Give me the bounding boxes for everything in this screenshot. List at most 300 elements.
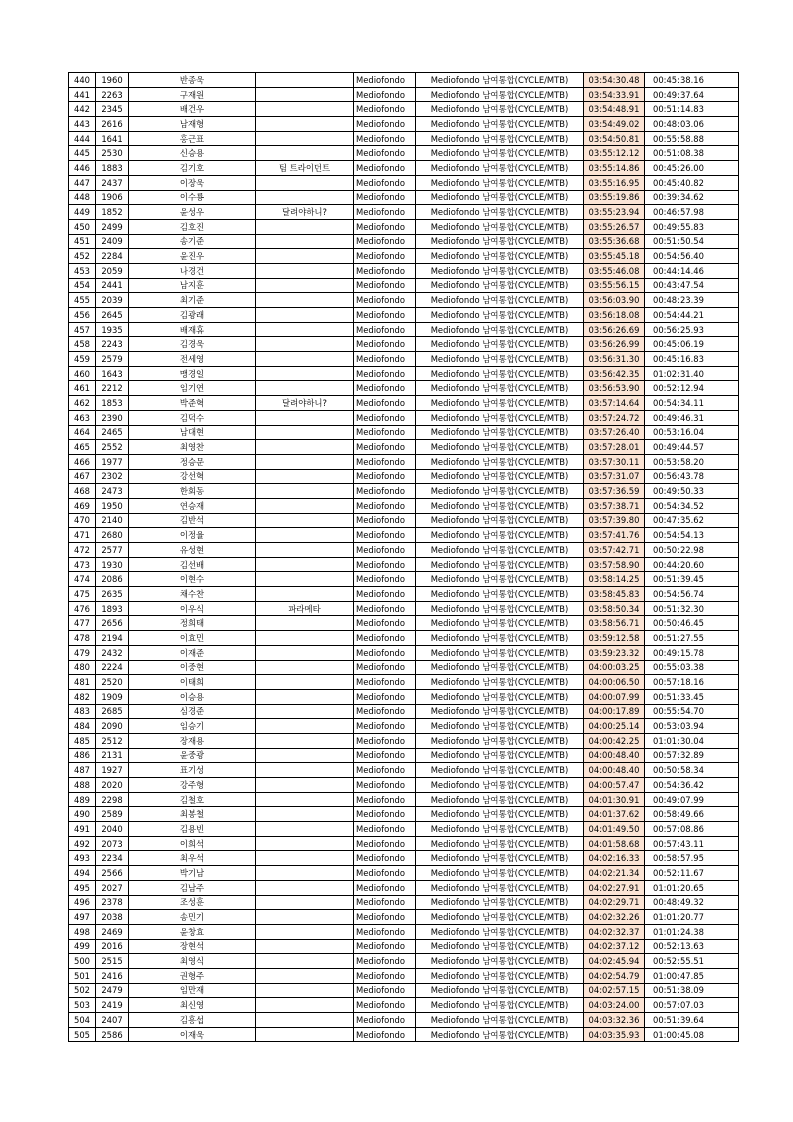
course-cell: Mediofondo — [354, 631, 416, 646]
rank-cell: 503 — [69, 998, 96, 1013]
name-cell: 전세영 — [129, 352, 256, 367]
record-time-cell: 03:55:26.57 — [584, 219, 645, 234]
name-cell: 연승재 — [129, 498, 256, 513]
category-cell: Mediofondo 남여통합(CYCLE/MTB) — [416, 190, 584, 205]
course-cell: Mediofondo — [354, 866, 416, 881]
course-cell: Mediofondo — [354, 131, 416, 146]
team-cell — [256, 719, 354, 734]
bib-cell: 1853 — [96, 396, 129, 411]
table-row — [69, 968, 739, 983]
time-behind-cell: 00:49:46.31 — [645, 410, 739, 425]
record-time-cell: 03:55:46.08 — [584, 263, 645, 278]
category-cell: Mediofondo 남여통합(CYCLE/MTB) — [416, 601, 584, 616]
table-row — [69, 73, 739, 88]
time-behind-cell: 00:48:03.06 — [645, 117, 739, 132]
bib-cell: 2520 — [96, 675, 129, 690]
name-cell: 이재준 — [129, 645, 256, 660]
time-behind-cell: 01:01:30.04 — [645, 733, 739, 748]
table-row — [69, 924, 739, 939]
record-time-cell: 03:57:39.80 — [584, 513, 645, 528]
bib-cell: 1909 — [96, 689, 129, 704]
name-cell: 최우석 — [129, 851, 256, 866]
course-cell: Mediofondo — [354, 1013, 416, 1028]
name-cell: 배건우 — [129, 102, 256, 117]
category-cell: Mediofondo 남여통합(CYCLE/MTB) — [416, 998, 584, 1013]
record-time-cell: 03:57:26.40 — [584, 425, 645, 440]
bib-cell: 1893 — [96, 601, 129, 616]
bib-cell: 2194 — [96, 631, 129, 646]
table-row — [69, 410, 739, 425]
time-behind-cell: 00:54:44.21 — [645, 308, 739, 323]
rank-cell: 473 — [69, 557, 96, 572]
time-behind-cell: 00:45:40.82 — [645, 175, 739, 190]
category-cell: Mediofondo 남여통합(CYCLE/MTB) — [416, 102, 584, 117]
time-behind-cell: 00:57:32.89 — [645, 748, 739, 763]
name-cell: 김경욱 — [129, 337, 256, 352]
name-cell: 송기준 — [129, 234, 256, 249]
category-cell: Mediofondo 남여통합(CYCLE/MTB) — [416, 645, 584, 660]
record-time-cell: 03:58:56.71 — [584, 616, 645, 631]
category-cell: Mediofondo 남여통합(CYCLE/MTB) — [416, 396, 584, 411]
time-behind-cell: 00:49:44.57 — [645, 440, 739, 455]
rank-cell: 478 — [69, 631, 96, 646]
table-row — [69, 866, 739, 881]
record-time-cell: 04:01:30.91 — [584, 792, 645, 807]
rank-cell: 474 — [69, 572, 96, 587]
table-row — [69, 704, 739, 719]
bib-cell: 2073 — [96, 836, 129, 851]
category-cell: Mediofondo 남여통합(CYCLE/MTB) — [416, 675, 584, 690]
record-time-cell: 03:57:30.11 — [584, 454, 645, 469]
table-row — [69, 792, 739, 807]
record-time-cell: 03:56:31.30 — [584, 352, 645, 367]
record-time-cell: 03:56:53.90 — [584, 381, 645, 396]
rank-cell: 456 — [69, 308, 96, 323]
team-cell — [256, 572, 354, 587]
course-cell: Mediofondo — [354, 234, 416, 249]
rank-cell: 442 — [69, 102, 96, 117]
record-time-cell: 03:59:23.32 — [584, 645, 645, 660]
team-cell: 파라메타 — [256, 601, 354, 616]
bib-cell: 2409 — [96, 234, 129, 249]
bib-cell: 2479 — [96, 983, 129, 998]
time-behind-cell: 00:54:34.11 — [645, 396, 739, 411]
name-cell: 김호진 — [129, 219, 256, 234]
course-cell: Mediofondo — [354, 117, 416, 132]
table-row — [69, 263, 739, 278]
name-cell: 윤중광 — [129, 748, 256, 763]
name-cell: 윤창효 — [129, 924, 256, 939]
name-cell: 맹경일 — [129, 366, 256, 381]
table-row — [69, 234, 739, 249]
record-time-cell: 04:01:37.62 — [584, 807, 645, 822]
table-row — [69, 587, 739, 602]
record-time-cell: 04:00:48.40 — [584, 748, 645, 763]
team-cell — [256, 454, 354, 469]
bib-cell: 2515 — [96, 954, 129, 969]
team-cell — [256, 278, 354, 293]
rank-cell: 468 — [69, 484, 96, 499]
bib-cell: 2530 — [96, 146, 129, 161]
record-time-cell: 03:57:36.59 — [584, 484, 645, 499]
team-cell — [256, 763, 354, 778]
table-row — [69, 895, 739, 910]
team-cell — [256, 778, 354, 793]
course-cell: Mediofondo — [354, 73, 416, 88]
time-behind-cell: 00:45:06.19 — [645, 337, 739, 352]
time-behind-cell: 00:53:16.04 — [645, 425, 739, 440]
name-cell: 정희태 — [129, 616, 256, 631]
rank-cell: 493 — [69, 851, 96, 866]
table-row — [69, 543, 739, 558]
table-row — [69, 308, 739, 323]
time-behind-cell: 00:54:54.13 — [645, 528, 739, 543]
record-time-cell: 04:02:16.33 — [584, 851, 645, 866]
rank-cell: 502 — [69, 983, 96, 998]
category-cell: Mediofondo 남여통합(CYCLE/MTB) — [416, 968, 584, 983]
bib-cell: 2416 — [96, 968, 129, 983]
table-row — [69, 660, 739, 675]
course-cell: Mediofondo — [354, 968, 416, 983]
rank-cell: 444 — [69, 131, 96, 146]
time-behind-cell: 00:52:55.51 — [645, 954, 739, 969]
category-cell: Mediofondo 남여통합(CYCLE/MTB) — [416, 498, 584, 513]
category-cell: Mediofondo 남여통합(CYCLE/MTB) — [416, 895, 584, 910]
team-cell — [256, 939, 354, 954]
team-cell: 달려야하니? — [256, 205, 354, 220]
time-behind-cell: 00:52:11.67 — [645, 866, 739, 881]
category-cell: Mediofondo 남여통합(CYCLE/MTB) — [416, 660, 584, 675]
category-cell: Mediofondo 남여통합(CYCLE/MTB) — [416, 851, 584, 866]
name-cell: 남재형 — [129, 117, 256, 132]
bib-cell: 1641 — [96, 131, 129, 146]
team-cell — [256, 337, 354, 352]
category-cell: Mediofondo 남여통합(CYCLE/MTB) — [416, 131, 584, 146]
course-cell: Mediofondo — [354, 278, 416, 293]
time-behind-cell: 00:54:56.74 — [645, 587, 739, 602]
table-row — [69, 998, 739, 1013]
bib-cell: 2473 — [96, 484, 129, 499]
table-row — [69, 1027, 739, 1042]
name-cell: 김선배 — [129, 557, 256, 572]
bib-cell: 2234 — [96, 851, 129, 866]
bib-cell: 1960 — [96, 73, 129, 88]
record-time-cell: 03:55:56.15 — [584, 278, 645, 293]
name-cell: 이현수 — [129, 572, 256, 587]
team-cell — [256, 998, 354, 1013]
name-cell: 최신영 — [129, 998, 256, 1013]
category-cell: Mediofondo 남여통합(CYCLE/MTB) — [416, 557, 584, 572]
rank-cell: 488 — [69, 778, 96, 793]
name-cell: 장현석 — [129, 939, 256, 954]
course-cell: Mediofondo — [354, 352, 416, 367]
course-cell: Mediofondo — [354, 778, 416, 793]
team-cell — [256, 234, 354, 249]
course-cell: Mediofondo — [354, 792, 416, 807]
category-cell: Mediofondo 남여통합(CYCLE/MTB) — [416, 117, 584, 132]
category-cell: Mediofondo 남여통합(CYCLE/MTB) — [416, 366, 584, 381]
rank-cell: 484 — [69, 719, 96, 734]
table-row — [69, 205, 739, 220]
table-row — [69, 983, 739, 998]
record-time-cell: 04:03:32.36 — [584, 1013, 645, 1028]
course-cell: Mediofondo — [354, 322, 416, 337]
record-time-cell: 04:02:27.91 — [584, 880, 645, 895]
name-cell: 김기호 — [129, 161, 256, 176]
record-time-cell: 04:02:54.79 — [584, 968, 645, 983]
table-row — [69, 807, 739, 822]
course-cell: Mediofondo — [354, 440, 416, 455]
rank-cell: 440 — [69, 73, 96, 88]
rank-cell: 449 — [69, 205, 96, 220]
bib-cell: 2284 — [96, 249, 129, 264]
course-cell: Mediofondo — [354, 675, 416, 690]
team-cell — [256, 117, 354, 132]
name-cell: 윤진우 — [129, 249, 256, 264]
name-cell: 임승기 — [129, 719, 256, 734]
rank-cell: 459 — [69, 352, 96, 367]
team-cell — [256, 498, 354, 513]
bib-cell: 2345 — [96, 102, 129, 117]
time-behind-cell: 00:55:54.70 — [645, 704, 739, 719]
time-behind-cell: 00:54:34.52 — [645, 498, 739, 513]
course-cell: Mediofondo — [354, 587, 416, 602]
team-cell — [256, 748, 354, 763]
table-row — [69, 440, 739, 455]
rank-cell: 467 — [69, 469, 96, 484]
time-behind-cell: 00:57:08.86 — [645, 822, 739, 837]
bib-cell: 2027 — [96, 880, 129, 895]
record-time-cell: 03:56:18.08 — [584, 308, 645, 323]
course-cell: Mediofondo — [354, 410, 416, 425]
name-cell: 최기준 — [129, 293, 256, 308]
table-row — [69, 572, 739, 587]
course-cell: Mediofondo — [354, 87, 416, 102]
category-cell: Mediofondo 남여통합(CYCLE/MTB) — [416, 484, 584, 499]
rank-cell: 471 — [69, 528, 96, 543]
category-cell: Mediofondo 남여통합(CYCLE/MTB) — [416, 352, 584, 367]
category-cell: Mediofondo 남여통합(CYCLE/MTB) — [416, 234, 584, 249]
time-behind-cell: 00:46:57.98 — [645, 205, 739, 220]
bib-cell: 2263 — [96, 87, 129, 102]
course-cell: Mediofondo — [354, 704, 416, 719]
team-cell — [256, 733, 354, 748]
name-cell: 송민기 — [129, 910, 256, 925]
team-cell: 팀 트라이던트 — [256, 161, 354, 176]
course-cell: Mediofondo — [354, 954, 416, 969]
rank-cell: 447 — [69, 175, 96, 190]
course-cell: Mediofondo — [354, 366, 416, 381]
team-cell — [256, 469, 354, 484]
team-cell — [256, 219, 354, 234]
course-cell: Mediofondo — [354, 263, 416, 278]
table-row — [69, 836, 739, 851]
record-time-cell: 04:00:07.99 — [584, 689, 645, 704]
team-cell — [256, 528, 354, 543]
name-cell: 홍근표 — [129, 131, 256, 146]
table-row — [69, 117, 739, 132]
team-cell — [256, 1013, 354, 1028]
name-cell: 임기연 — [129, 381, 256, 396]
team-cell — [256, 704, 354, 719]
rank-cell: 463 — [69, 410, 96, 425]
record-time-cell: 03:56:03.90 — [584, 293, 645, 308]
team-cell — [256, 968, 354, 983]
name-cell: 이재욱 — [129, 1027, 256, 1042]
rank-cell: 455 — [69, 293, 96, 308]
course-cell: Mediofondo — [354, 175, 416, 190]
name-cell: 구재원 — [129, 87, 256, 102]
team-cell: 달려야하니? — [256, 396, 354, 411]
time-behind-cell: 00:54:36.42 — [645, 778, 739, 793]
team-cell — [256, 557, 354, 572]
bib-cell: 1883 — [96, 161, 129, 176]
time-behind-cell: 00:57:43.11 — [645, 836, 739, 851]
name-cell: 박기남 — [129, 866, 256, 881]
name-cell: 채수찬 — [129, 587, 256, 602]
course-cell: Mediofondo — [354, 381, 416, 396]
category-cell: Mediofondo 남여통합(CYCLE/MTB) — [416, 939, 584, 954]
category-cell: Mediofondo 남여통합(CYCLE/MTB) — [416, 513, 584, 528]
name-cell: 권형주 — [129, 968, 256, 983]
table-row — [69, 131, 739, 146]
category-cell: Mediofondo 남여통합(CYCLE/MTB) — [416, 572, 584, 587]
team-cell — [256, 146, 354, 161]
name-cell: 이수룡 — [129, 190, 256, 205]
time-behind-cell: 00:51:38.09 — [645, 983, 739, 998]
rank-cell: 461 — [69, 381, 96, 396]
course-cell: Mediofondo — [354, 308, 416, 323]
record-time-cell: 04:03:35.93 — [584, 1027, 645, 1042]
category-cell: Mediofondo 남여통합(CYCLE/MTB) — [416, 146, 584, 161]
record-time-cell: 03:58:50.34 — [584, 601, 645, 616]
rank-cell: 496 — [69, 895, 96, 910]
course-cell: Mediofondo — [354, 689, 416, 704]
name-cell: 남대현 — [129, 425, 256, 440]
category-cell: Mediofondo 남여통합(CYCLE/MTB) — [416, 425, 584, 440]
category-cell: Mediofondo 남여통합(CYCLE/MTB) — [416, 528, 584, 543]
course-cell: Mediofondo — [354, 469, 416, 484]
time-behind-cell: 00:58:49.66 — [645, 807, 739, 822]
time-behind-cell: 00:52:12.94 — [645, 381, 739, 396]
table-row — [69, 631, 739, 646]
rank-cell: 487 — [69, 763, 96, 778]
course-cell: Mediofondo — [354, 528, 416, 543]
bib-cell: 1852 — [96, 205, 129, 220]
name-cell: 나경건 — [129, 263, 256, 278]
name-cell: 강선혁 — [129, 469, 256, 484]
bib-cell: 2512 — [96, 733, 129, 748]
table-row — [69, 425, 739, 440]
name-cell: 박준혁 — [129, 396, 256, 411]
time-behind-cell: 00:51:27.55 — [645, 631, 739, 646]
course-cell: Mediofondo — [354, 822, 416, 837]
table-row — [69, 880, 739, 895]
rank-cell: 454 — [69, 278, 96, 293]
name-cell: 이정율 — [129, 528, 256, 543]
category-cell: Mediofondo 남여통합(CYCLE/MTB) — [416, 631, 584, 646]
bib-cell: 2131 — [96, 748, 129, 763]
name-cell: 조성훈 — [129, 895, 256, 910]
rank-cell: 497 — [69, 910, 96, 925]
rank-cell: 450 — [69, 219, 96, 234]
bib-cell: 2552 — [96, 440, 129, 455]
team-cell — [256, 836, 354, 851]
table-row — [69, 778, 739, 793]
record-time-cell: 03:55:36.68 — [584, 234, 645, 249]
course-cell: Mediofondo — [354, 102, 416, 117]
team-cell — [256, 366, 354, 381]
team-cell — [256, 910, 354, 925]
name-cell: 김반석 — [129, 513, 256, 528]
time-behind-cell: 00:50:58.34 — [645, 763, 739, 778]
team-cell — [256, 631, 354, 646]
time-behind-cell: 00:58:57.95 — [645, 851, 739, 866]
name-cell: 김덕수 — [129, 410, 256, 425]
table-row — [69, 102, 739, 117]
bib-cell: 1950 — [96, 498, 129, 513]
team-cell — [256, 866, 354, 881]
record-time-cell: 03:54:33.91 — [584, 87, 645, 102]
name-cell: 이장욱 — [129, 175, 256, 190]
rank-cell: 490 — [69, 807, 96, 822]
record-time-cell: 03:57:38.71 — [584, 498, 645, 513]
time-behind-cell: 00:51:39.45 — [645, 572, 739, 587]
time-behind-cell: 00:45:26.00 — [645, 161, 739, 176]
rank-cell: 505 — [69, 1027, 96, 1042]
record-time-cell: 04:02:29.71 — [584, 895, 645, 910]
rank-cell: 501 — [69, 968, 96, 983]
bib-cell: 2419 — [96, 998, 129, 1013]
time-behind-cell: 01:01:20.65 — [645, 880, 739, 895]
table-row — [69, 719, 739, 734]
name-cell: 정승문 — [129, 454, 256, 469]
rank-cell: 470 — [69, 513, 96, 528]
table-row — [69, 557, 739, 572]
table-row — [69, 219, 739, 234]
team-cell — [256, 440, 354, 455]
time-behind-cell: 00:55:03.38 — [645, 660, 739, 675]
bib-cell: 2645 — [96, 308, 129, 323]
time-behind-cell: 00:57:18.16 — [645, 675, 739, 690]
record-time-cell: 04:01:58.68 — [584, 836, 645, 851]
team-cell — [256, 851, 354, 866]
record-time-cell: 03:55:12.12 — [584, 146, 645, 161]
course-cell: Mediofondo — [354, 161, 416, 176]
record-time-cell: 04:03:24.00 — [584, 998, 645, 1013]
category-cell: Mediofondo 남여통합(CYCLE/MTB) — [416, 778, 584, 793]
record-time-cell: 03:58:45.83 — [584, 587, 645, 602]
rank-cell: 481 — [69, 675, 96, 690]
category-cell: Mediofondo 남여통합(CYCLE/MTB) — [416, 322, 584, 337]
category-cell: Mediofondo 남여통합(CYCLE/MTB) — [416, 263, 584, 278]
name-cell: 유성현 — [129, 543, 256, 558]
course-cell: Mediofondo — [354, 998, 416, 1013]
rank-cell: 476 — [69, 601, 96, 616]
course-cell: Mediofondo — [354, 425, 416, 440]
table-row — [69, 175, 739, 190]
rank-cell: 480 — [69, 660, 96, 675]
category-cell: Mediofondo 남여통합(CYCLE/MTB) — [416, 616, 584, 631]
bib-cell: 1643 — [96, 366, 129, 381]
category-cell: Mediofondo 남여통합(CYCLE/MTB) — [416, 73, 584, 88]
table-row — [69, 645, 739, 660]
bib-cell: 2224 — [96, 660, 129, 675]
course-cell: Mediofondo — [354, 396, 416, 411]
category-cell: Mediofondo 남여통합(CYCLE/MTB) — [416, 543, 584, 558]
name-cell: 남지훈 — [129, 278, 256, 293]
team-cell — [256, 880, 354, 895]
